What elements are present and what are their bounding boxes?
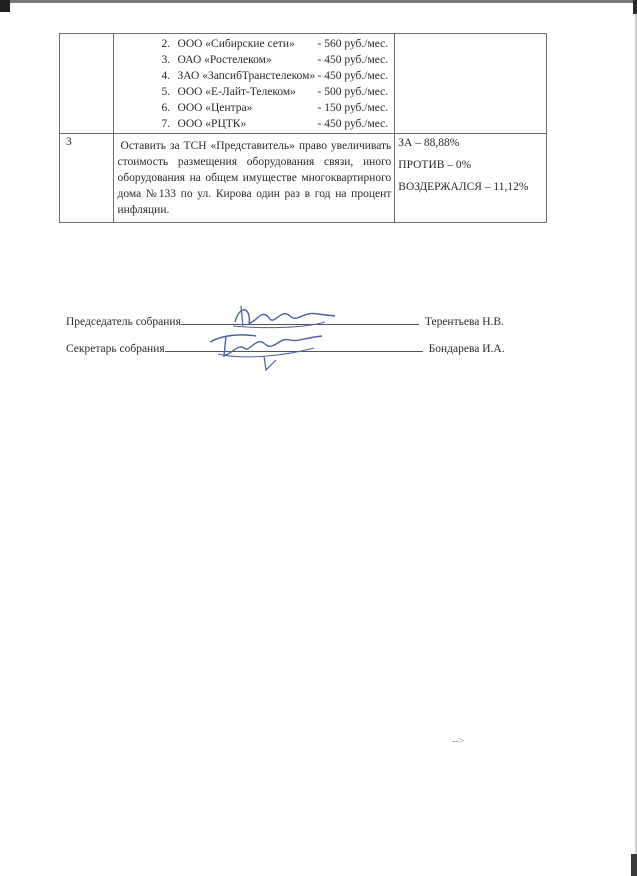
provider-item — [162, 52, 395, 68]
provider-name: ООО «РЦТК» — [177, 118, 247, 130]
provider-list — [114, 36, 395, 132]
provider-item — [162, 84, 395, 100]
provider-price: - 450 руб./мес. — [317, 70, 389, 82]
provider-num: 6. — [161, 102, 171, 114]
scan-mark-bottom-right — [631, 854, 637, 876]
page-footer-mark: --> — [452, 736, 465, 747]
provider-name: ООО «Е-Лайт-Телеком» — [177, 86, 296, 98]
table-row-continued — [60, 34, 547, 134]
chair-name: Терентьева Н.В. — [424, 316, 504, 328]
secretary-name: Бондарева И.А. — [428, 343, 505, 355]
table-row-3 — [60, 134, 547, 223]
provider-item — [162, 100, 395, 116]
row-number-cell — [60, 34, 114, 134]
result-abstain: ВОЗДЕРЖАЛСЯ – 11,12% — [398, 181, 529, 193]
scan-mark-top-left — [0, 0, 10, 12]
provider-price: - 560 руб./мес. — [317, 38, 389, 50]
provider-price: - 450 руб./мес. — [317, 54, 389, 66]
result-for: ЗА – 88,88% — [398, 137, 460, 149]
provider-num: 3. — [161, 54, 171, 66]
provider-price: - 450 руб./мес. — [317, 118, 389, 130]
provider-price: - 150 руб./мес. — [317, 102, 389, 114]
result-cell — [395, 134, 547, 223]
scan-edge-top — [0, 0, 637, 3]
provider-item — [162, 116, 395, 132]
result-cell — [395, 34, 547, 134]
row-number-cell: 3 — [60, 134, 114, 223]
provider-num: 2. — [161, 38, 171, 50]
provider-item — [162, 68, 395, 84]
secretary-signature-scribble — [204, 326, 334, 376]
provider-item — [162, 36, 395, 52]
provider-num: 7. — [161, 118, 171, 130]
chair-role: Председатель собрания — [66, 316, 181, 328]
question-text: Оставить за ТСН «Представитель» право увеличивать стоимость размещения оборудования связи, иного оборудования на общем имуществе многоквартирного дома №133 по ул. Кирова один раз в год на процент инфляции. — [117, 140, 392, 216]
result-against: ПРОТИВ – 0% — [398, 159, 472, 171]
voting-table — [59, 33, 547, 223]
provider-name: ООО «Сибирские сети» — [177, 38, 295, 50]
provider-num: 5. — [161, 86, 171, 98]
provider-price: - 500 руб./мес. — [317, 86, 389, 98]
question-cell — [113, 134, 395, 223]
secretary-role: Секретарь собрания — [66, 343, 165, 355]
question-cell — [113, 34, 395, 134]
provider-name: ЗАО «ЗапсибТранстелеком» — [177, 70, 316, 82]
scan-mark-top-right — [633, 0, 637, 14]
provider-name: ООО «Центра» — [177, 102, 253, 114]
provider-num: 4. — [161, 70, 171, 82]
provider-name: ОАО «Ростелеком» — [177, 54, 272, 66]
